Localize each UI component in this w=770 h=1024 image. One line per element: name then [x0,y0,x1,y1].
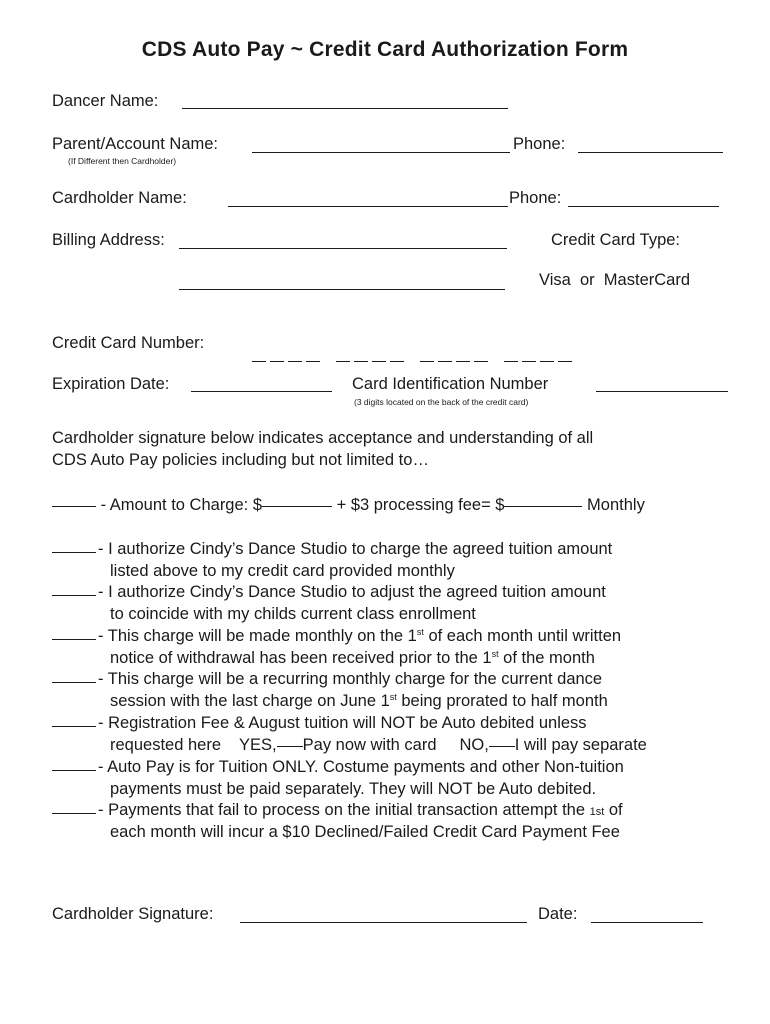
initial-field[interactable] [52,770,96,771]
policy-text: session with the last charge on June 1st being prorated to half month [110,691,608,710]
date-field[interactable] [591,922,703,923]
signature-field[interactable] [240,922,527,923]
total-field[interactable] [504,506,582,507]
policy-text: - This charge will be a recurring monthly charge for the current dance [98,670,603,688]
initial-field[interactable] [52,639,96,640]
card-id-note: (3 digits located on the back of the credit card) [354,397,529,407]
card-number-group-1[interactable] [252,349,324,367]
policy-text: listed above to my credit card provided monthly [110,561,455,580]
policy-text: - Registration Fee & August tuition will NOT be Auto debited unless [98,714,587,732]
card-number-label: Credit Card Number: [52,334,205,352]
form-title: CDS Auto Pay ~ Credit Card Authorization Form [141,38,629,61]
fee-label: + $3 processing fee= $ [332,496,505,514]
expiration-field[interactable] [191,391,332,392]
policy-text: - Auto Pay is for Tuition ONLY. Costume payments and other Non-tuition [98,758,624,776]
policy-text: each month will incur a $10 Declined/Failed Credit Card Payment Fee [110,822,620,841]
policy-text: notice of withdrawal has been received prior to the 1st of the month [110,648,595,667]
intro-line-1: Cardholder signature below indicates acceptance and understanding of all [52,429,594,447]
card-number-group-4[interactable] [504,349,576,367]
card-number-group-2[interactable] [336,349,408,367]
yes-field[interactable] [277,746,303,747]
card-id-field[interactable] [596,391,728,392]
amount-label: - Amount to Charge: $ [96,496,263,514]
monthly-label: Monthly [582,496,645,514]
card-number-field[interactable] [252,349,588,367]
policy-text: - I authorize Cindy’s Dance Studio to charge the agreed tuition amount [98,540,613,558]
billing-address-field-2[interactable] [179,289,505,290]
initial-field[interactable] [52,813,96,814]
initial-field[interactable] [52,552,96,553]
billing-address-label: Billing Address: [52,231,165,249]
cardholder-phone-label: Phone: [509,189,562,207]
initial-field[interactable] [52,682,96,683]
policy-text: - I authorize Cindy’s Dance Studio to adjust the agreed tuition amount [98,583,606,601]
card-type-options: Visa or MasterCard [539,271,690,289]
no-field[interactable] [489,746,515,747]
date-label: Date: [538,905,578,923]
dancer-name-field[interactable] [182,108,508,109]
amount-initial-field[interactable] [52,506,96,507]
cardholder-name-label: Cardholder Name: [52,189,187,207]
parent-note: (If Different then Cardholder) [68,156,177,166]
parent-name-field[interactable] [252,152,510,153]
policy-text: - Payments that fail to process on the initial transaction attempt the 1st of [98,801,623,819]
expiration-label: Expiration Date: [52,375,170,393]
initial-field[interactable] [52,726,96,727]
policy-text: payments must be paid separately. They will NOT be Auto debited. [110,779,597,798]
amount-field[interactable] [262,506,332,507]
parent-phone-label: Phone: [513,135,566,153]
card-number-group-3[interactable] [420,349,492,367]
policy-text: to coincide with my childs current class enrollment [110,604,476,623]
policy-text: - This charge will be made monthly on the 1st of each month until written [98,627,622,645]
signature-label: Cardholder Signature: [52,905,214,923]
parent-phone-field[interactable] [578,152,723,153]
cardholder-phone-field[interactable] [568,206,719,207]
parent-name-label: Parent/Account Name: [52,135,218,153]
cardholder-name-field[interactable] [228,206,508,207]
billing-address-field-1[interactable] [179,248,507,249]
dancer-name-label: Dancer Name: [52,92,159,110]
card-id-label: Card Identification Number [352,375,549,393]
card-type-label: Credit Card Type: [551,231,681,249]
initial-field[interactable] [52,595,96,596]
intro-line-2: CDS Auto Pay policies including but not limited to… [52,451,429,469]
policy-text: requested here YES, Pay now with card NO, I will pay separate [110,735,647,754]
amount-row [52,496,645,515]
